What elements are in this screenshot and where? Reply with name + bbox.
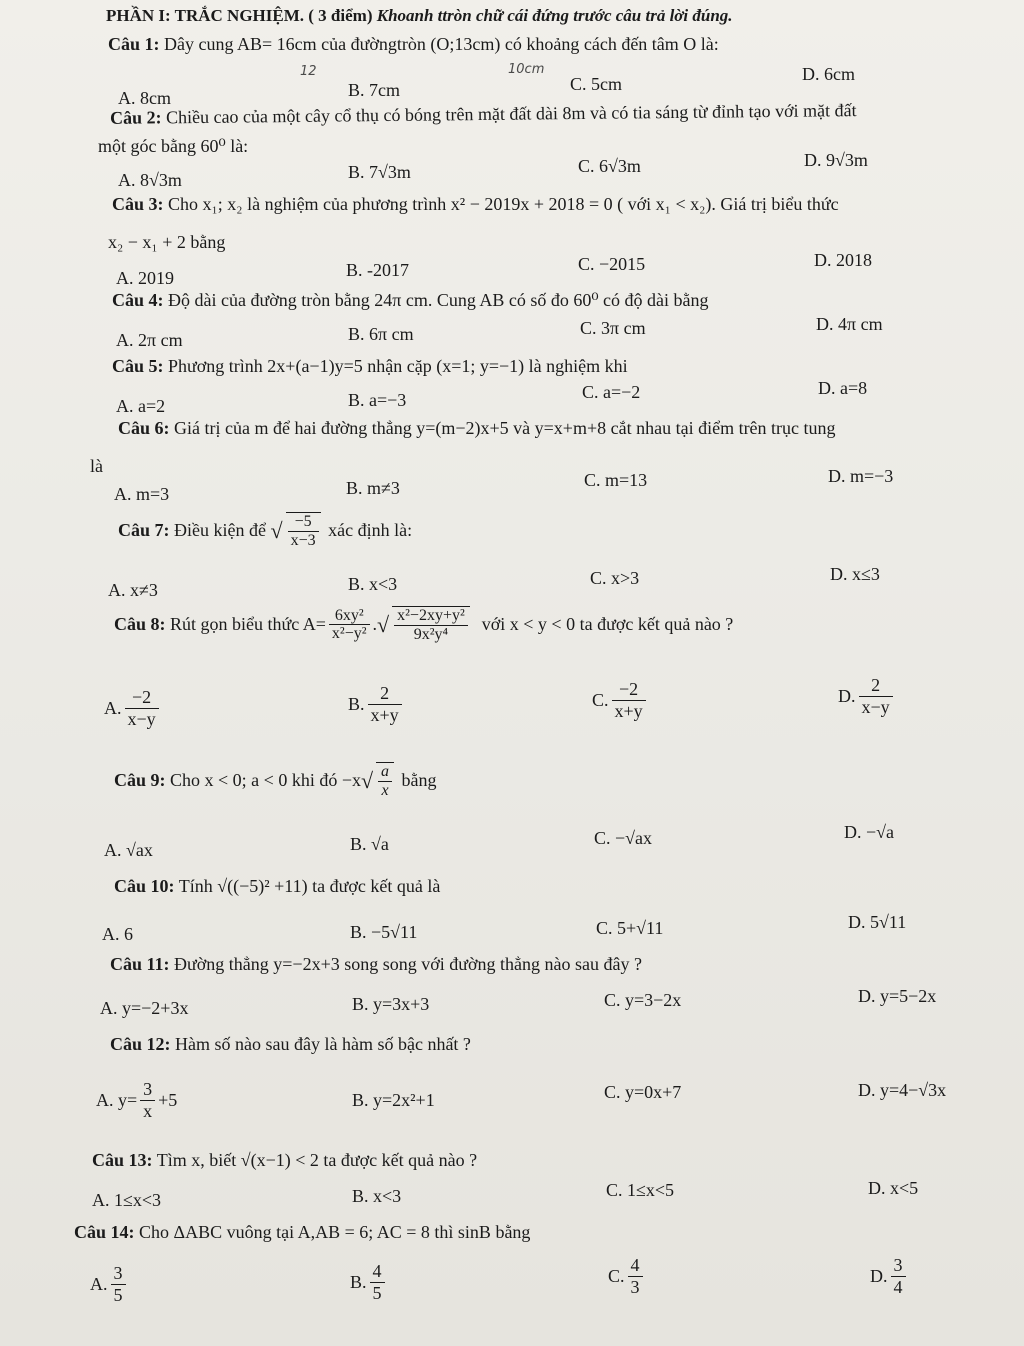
- fraction-denominator: 9x²y⁴: [413, 625, 449, 643]
- option-c: C. 6√3m: [578, 156, 641, 176]
- question-text: xác định là:: [328, 520, 413, 541]
- option-fraction: [140, 1080, 155, 1121]
- option-b: B. 7cm: [348, 80, 400, 100]
- option-fraction: [891, 1256, 906, 1297]
- question-text: Phương trình 2x+(a−1)y=5 nhận cặp (x=1; y=−1) là nghiệm khi: [168, 356, 628, 376]
- option-a: A. x≠3: [108, 580, 158, 600]
- option-d: D. 5√11: [848, 912, 907, 932]
- question-label: Câu 2:: [109, 107, 162, 128]
- fraction-denominator: 3: [630, 1276, 640, 1297]
- option-c: [608, 1256, 646, 1297]
- handwritten-note: 10cm: [508, 62, 545, 77]
- option-fraction: [859, 676, 893, 717]
- fraction-denominator: x²−y²: [331, 625, 367, 643]
- question-1: [108, 34, 719, 55]
- option-d: D. 6cm: [802, 64, 855, 84]
- fraction-denominator: x−3: [290, 531, 316, 549]
- question-text: Tính √((−5)² +11) ta được kết quả là: [178, 876, 441, 896]
- question-2: [110, 100, 857, 129]
- option-c: C. y=0x+7: [604, 1082, 682, 1102]
- fraction-denominator: 5: [372, 1282, 382, 1303]
- question-fraction: [376, 762, 394, 800]
- question-3: [112, 194, 839, 215]
- option-c: C. 5+√11: [596, 918, 664, 938]
- sqrt-icon: √: [270, 517, 283, 543]
- fraction-denominator: x+y: [614, 700, 643, 721]
- option-c: C. 3π cm: [580, 318, 646, 338]
- fraction-1: [329, 607, 370, 644]
- question-label: Câu 14:: [74, 1222, 135, 1242]
- option-text: +5: [158, 1090, 178, 1111]
- option-b: B. -2017: [346, 260, 409, 280]
- question-label: Câu 4:: [112, 290, 164, 310]
- option-d: D. 2018: [814, 250, 872, 270]
- option-d: D. y=5−2x: [858, 986, 937, 1006]
- fraction-denominator: x: [143, 1100, 153, 1121]
- option-d: D. x≤3: [830, 564, 880, 584]
- fraction-denominator: x: [381, 781, 389, 799]
- fraction-2: [392, 606, 470, 644]
- option-letter: D.: [838, 686, 856, 707]
- fraction-numerator: −2: [125, 688, 159, 709]
- option-a: A. 8cm: [118, 88, 171, 108]
- option-b: B. x<3: [352, 1186, 402, 1206]
- fraction-numerator: −5: [288, 513, 319, 532]
- option-b: B. y=2x²+1: [352, 1090, 435, 1110]
- option-c: C. x>3: [590, 568, 640, 588]
- question-text: Hàm số nào sau đây là hàm số bậc nhất ?: [175, 1034, 471, 1054]
- question-8: Câu 8: Rút gọn biểu thức A= $\frac{\text{6xy²}}{\text{x²−y²}}$ . √ $\frac{\text{x²−2xy+y²}}{\text{9x²y⁴}}$ với x < y < 0 ta được kết quả nào ?: [114, 606, 734, 643]
- question-label: Câu 1:: [108, 34, 160, 54]
- option-letter: B.: [350, 1272, 367, 1293]
- question-text-cont: là: [90, 456, 103, 476]
- question-label: Câu 6:: [118, 418, 170, 438]
- option-d: D. x<5: [868, 1178, 919, 1198]
- question-label: Câu 11:: [110, 954, 170, 974]
- option-fraction: [612, 680, 646, 721]
- option-fraction: [370, 1262, 385, 1303]
- fraction-numerator: 3: [140, 1080, 155, 1101]
- question-5: [112, 356, 628, 377]
- option-letter: B.: [348, 694, 365, 715]
- option-a: A. √ax: [104, 840, 153, 860]
- question-text: Cho ΔABC vuông tại A,AB = 6; AC = 8 thì sinB bằng: [139, 1222, 531, 1242]
- option-a: A. 2π cm: [116, 330, 183, 350]
- option-letter: D.: [870, 1266, 888, 1287]
- question-7: [118, 512, 412, 550]
- question-label: Câu 9:: [114, 770, 166, 791]
- option-c: C. 1≤x<5: [606, 1180, 675, 1200]
- option-c: C. m=13: [584, 470, 648, 490]
- question-14: [74, 1222, 530, 1243]
- option-text: y=: [118, 1090, 138, 1111]
- option-b: B. 6π cm: [348, 324, 414, 344]
- section-header: [106, 6, 733, 26]
- option-d: D. y=4−√3x: [858, 1080, 947, 1100]
- fraction-numerator: x²−2xy+y²: [394, 607, 468, 626]
- option-a: A. 6: [102, 924, 133, 944]
- question-text-cont: một góc bằng 60⁰ là:: [98, 136, 249, 156]
- option-letter: A.: [104, 698, 122, 719]
- question-text: Cho x₁; x₂ là nghiệm của phương trình x² − 2019x + 2018 = 0 ( với x₁ < x₂). Giá trị biểu thức: [168, 194, 839, 214]
- fraction-denominator: x+y: [370, 704, 399, 725]
- question-text: Rút gọn biểu thức A=: [170, 614, 326, 635]
- question-text: Cho x < 0; a < 0 khi đó −x: [170, 770, 361, 791]
- fraction-numerator: 3: [111, 1264, 126, 1285]
- question-label: Câu 12:: [110, 1034, 171, 1054]
- fraction-numerator: 2: [368, 684, 402, 705]
- question-label: Câu 10:: [114, 876, 175, 896]
- section-title: PHẦN I: TRẮC NGHIỆM. ( 3 điểm): [106, 6, 373, 25]
- option-b: B. x<3: [348, 574, 398, 594]
- question-label: Câu 13:: [92, 1150, 153, 1170]
- option-letter: A.: [90, 1274, 108, 1295]
- question-text: Dây cung AB= 16cm của đườngtròn (O;13cm) có khoảng cách đến tâm O là:: [164, 34, 719, 54]
- option-d: D. 9√3m: [804, 150, 868, 170]
- question-text: với x < y < 0 ta được kết quả nào ?: [481, 614, 734, 635]
- option-a: A. 1≤x<3: [92, 1190, 162, 1210]
- option-fraction: [628, 1256, 643, 1297]
- question-label: Câu 7:: [118, 520, 170, 541]
- option-a: [96, 1080, 177, 1121]
- option-b: B. √a: [350, 834, 389, 854]
- option-c: [592, 680, 649, 721]
- option-d: [838, 676, 896, 717]
- option-fraction: [125, 688, 159, 729]
- question-9: [114, 762, 437, 800]
- fraction-denominator: x−y: [861, 696, 890, 717]
- option-c: C. −√ax: [594, 828, 653, 848]
- question-text: Chiều cao của một cây cổ thụ có bóng trên mặt đất dài 8m và có tia sáng từ đỉnh tạo với mặt đất: [165, 100, 857, 128]
- question-text: Giá trị của m để hai đường thẳng y=(m−2)x+5 và y=x+m+8 cắt nhau tại điểm trên trục tung: [174, 418, 836, 438]
- option-fraction: [111, 1264, 126, 1305]
- question-11: [110, 954, 642, 975]
- question-label: Câu 8:: [114, 614, 166, 635]
- option-letter: C.: [608, 1266, 625, 1287]
- option-b: [348, 684, 405, 725]
- option-b: [350, 1262, 388, 1303]
- option-a: [90, 1264, 129, 1305]
- option-fraction: [368, 684, 402, 725]
- option-b: B. m≠3: [346, 478, 400, 498]
- fraction-numerator: 4: [628, 1256, 643, 1277]
- question-12: [110, 1034, 471, 1055]
- fraction-denominator: x−y: [127, 708, 156, 729]
- fraction-numerator: 3: [891, 1256, 906, 1277]
- fraction-numerator: −2: [612, 680, 646, 701]
- question-label: Câu 3:: [112, 194, 164, 214]
- option-c: C. y=3−2x: [604, 990, 682, 1010]
- fraction-numerator: 4: [370, 1262, 385, 1283]
- option-d: D. 4π cm: [816, 314, 883, 334]
- option-d: D. m=−3: [828, 466, 894, 486]
- option-a: A. 2019: [116, 268, 174, 288]
- option-a: [104, 688, 162, 729]
- fraction-numerator: 6xy²: [329, 607, 370, 626]
- question-text: bằng: [401, 770, 437, 791]
- option-d: D. −√a: [844, 822, 895, 842]
- question-text: Đường thẳng y=−2x+3 song song với đường thẳng nào sau đây ?: [174, 954, 642, 974]
- question-text: Điều kiện để: [174, 520, 266, 541]
- question-10: [114, 876, 440, 897]
- question-6: [118, 418, 836, 439]
- option-a: A. y=−2+3x: [100, 998, 189, 1018]
- sqrt-icon: √: [377, 611, 390, 637]
- question-13: [92, 1150, 477, 1171]
- option-d: [870, 1256, 909, 1297]
- question-text: Độ dài của đường tròn bằng 24π cm. Cung AB có số đo 60⁰ có độ dài bằng: [168, 290, 709, 310]
- option-b: B. y=3x+3: [352, 994, 430, 1014]
- option-c: C. 5cm: [570, 74, 622, 94]
- question-text-cont: x₂ − x₁ + 2 bằng: [108, 232, 226, 252]
- option-c: C. a=−2: [582, 382, 641, 402]
- option-a: A. 8√3m: [118, 170, 182, 190]
- option-d: D. a=8: [818, 378, 868, 398]
- option-a: A. a=2: [116, 396, 166, 416]
- handwritten-note: 12: [300, 64, 317, 79]
- question-fraction: [286, 512, 321, 550]
- option-a: A. m=3: [114, 484, 170, 504]
- option-b: B. 7√3m: [348, 162, 411, 182]
- option-b: B. −5√11: [350, 922, 418, 942]
- sqrt-icon: √: [360, 767, 374, 793]
- option-letter: C.: [592, 690, 609, 711]
- fraction-denominator: 4: [893, 1276, 903, 1297]
- fraction-numerator: a: [378, 763, 392, 782]
- question-label: Câu 5:: [112, 356, 164, 376]
- option-c: C. −2015: [578, 254, 646, 274]
- question-4: [112, 290, 709, 311]
- option-letter: A.: [96, 1090, 114, 1111]
- section-instruction: Khoanh ttròn chữ cái đứng trước câu trả lời đúng.: [376, 6, 733, 25]
- question-text: Tìm x, biết √(x−1) < 2 ta được kết quả nào ?: [156, 1150, 478, 1170]
- fraction-numerator: 2: [859, 676, 893, 697]
- fraction-denominator: 5: [113, 1284, 123, 1305]
- option-b: B. a=−3: [348, 390, 407, 410]
